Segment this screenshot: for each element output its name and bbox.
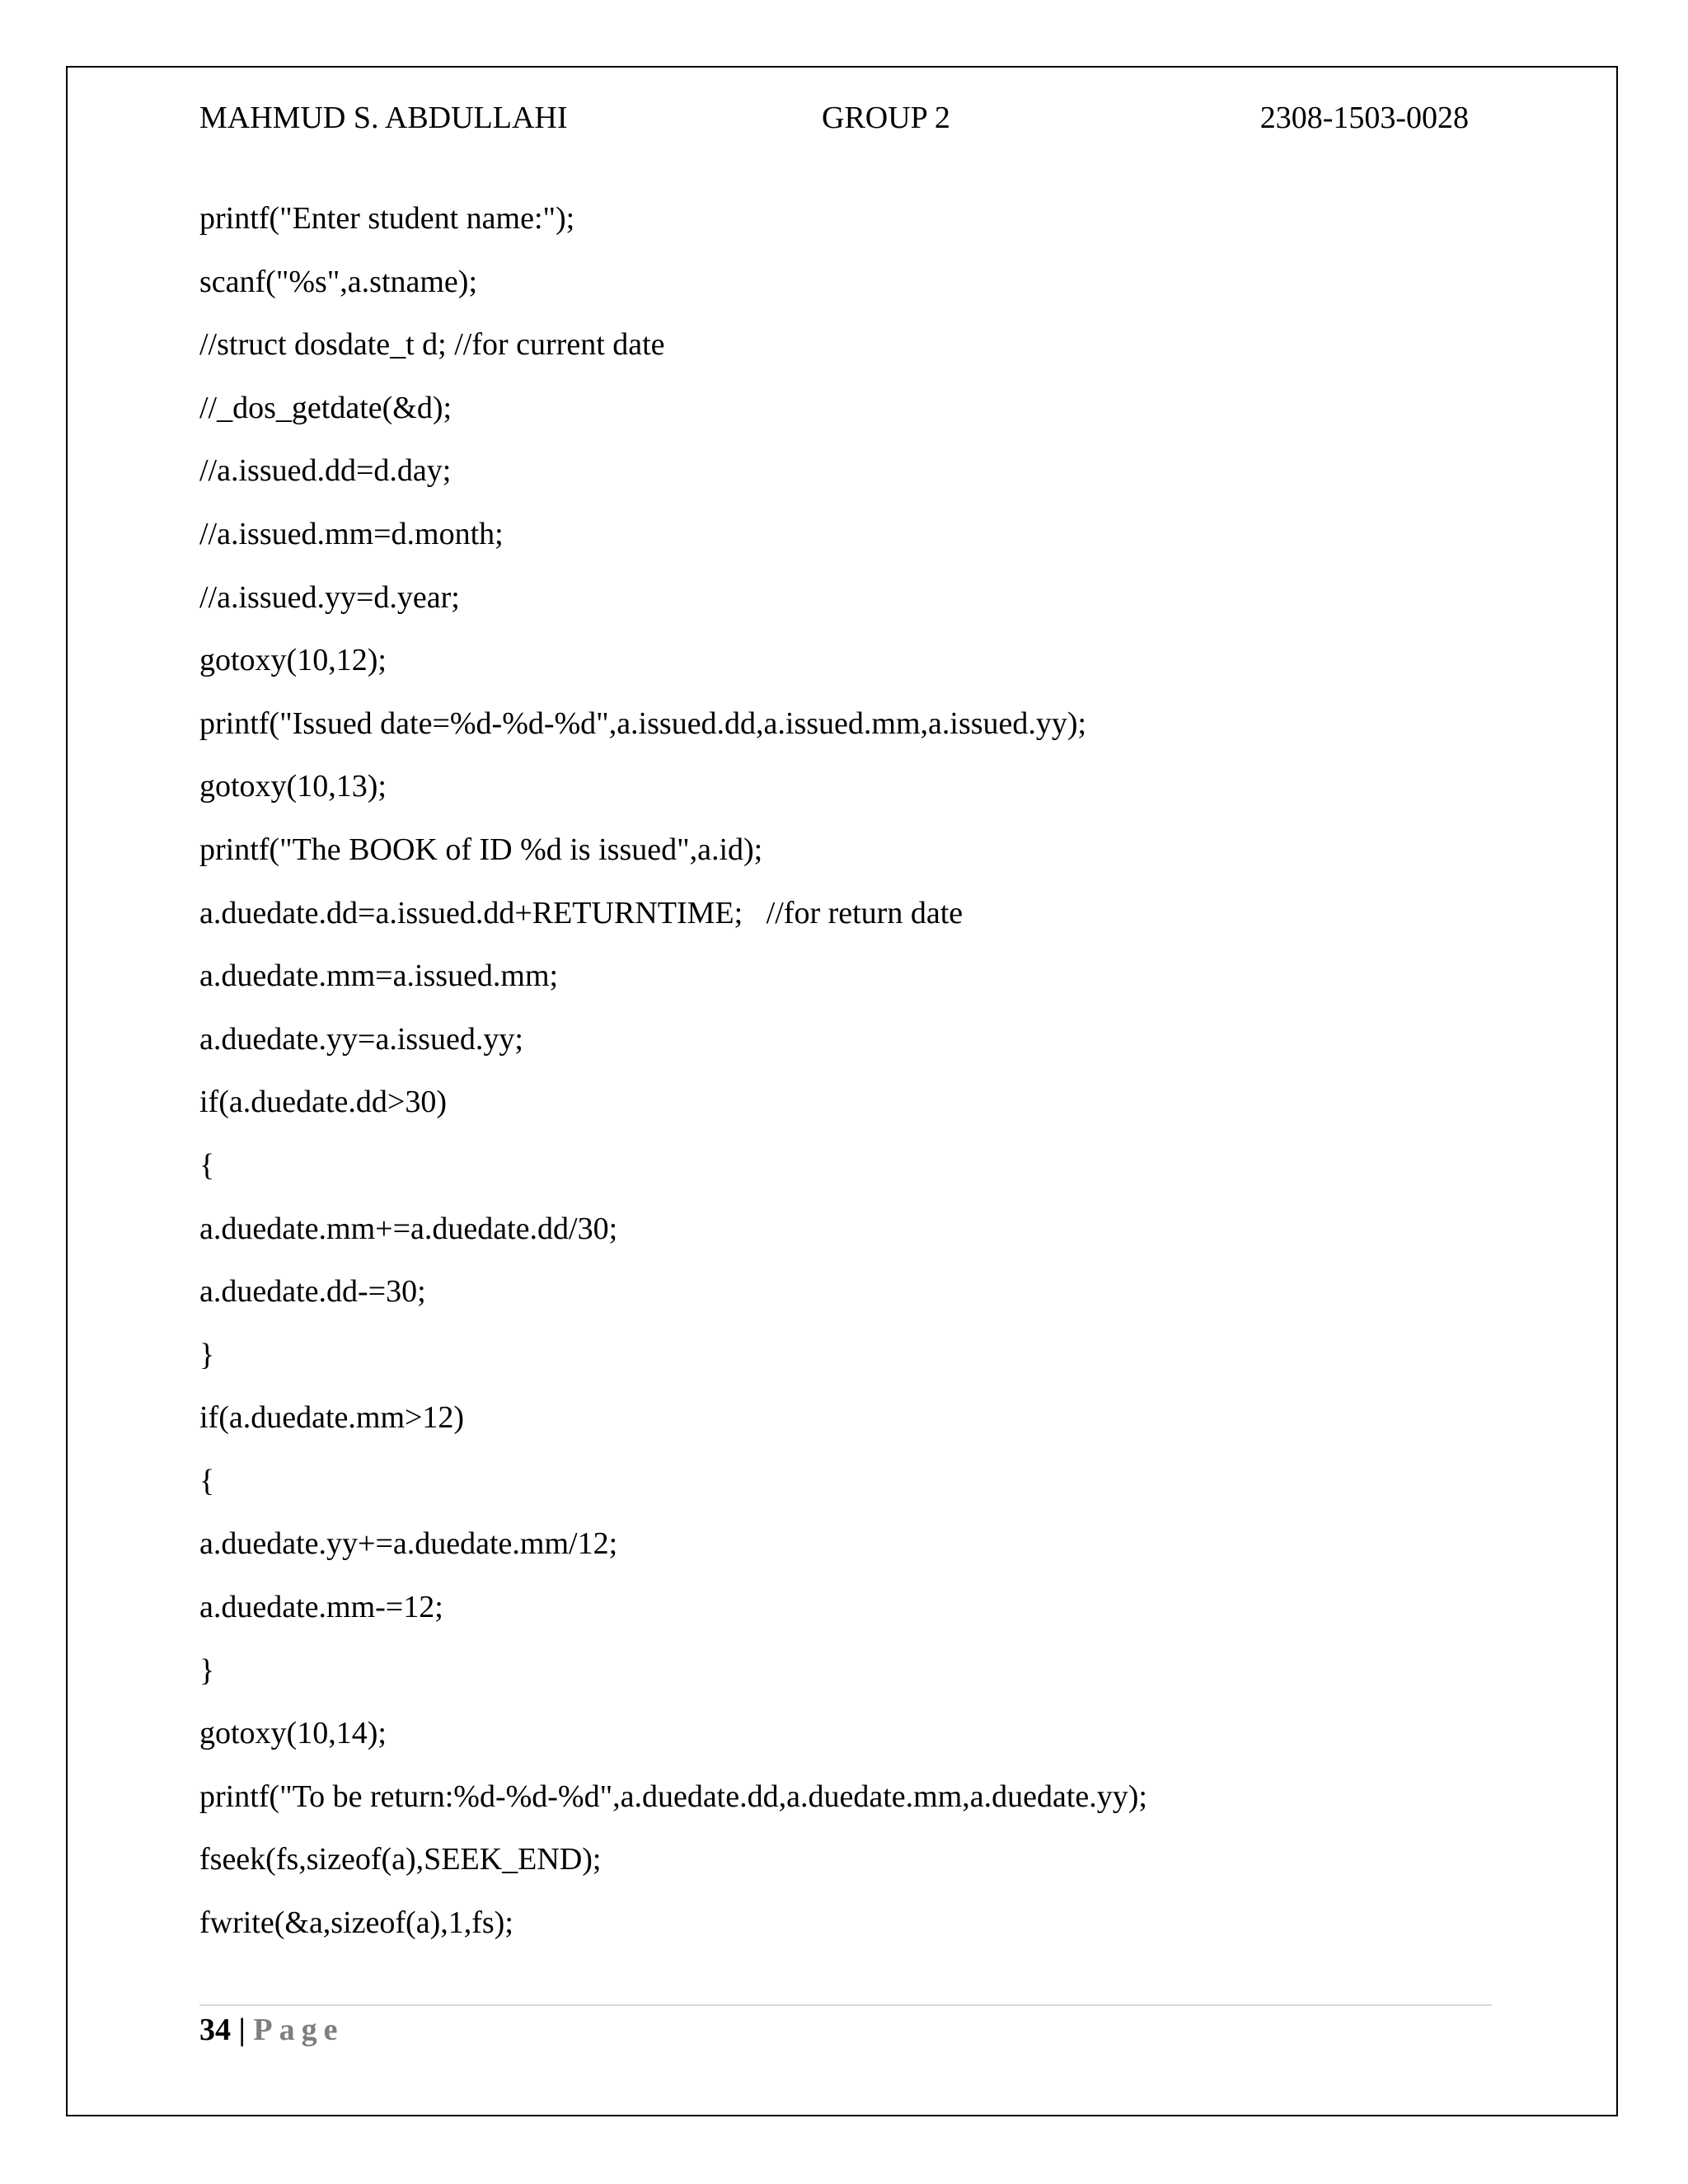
code-line: a.duedate.dd=a.issued.dd+RETURNTIME; //for return date xyxy=(199,895,964,930)
code-line: fseek(fs,sizeof(a),SEEK_END); xyxy=(199,1842,602,1877)
code-line: printf("Issued date=%d-%d-%d",a.issued.dd,a.issued.mm,a.issued.yy); xyxy=(199,705,1087,741)
page-header xyxy=(199,97,1469,138)
page-label: Page xyxy=(253,2013,345,2047)
code-line: gotoxy(10,12); xyxy=(199,643,387,678)
code-line: a.duedate.mm-=12; xyxy=(199,1590,443,1625)
code-line: //_dos_getdate(&d); xyxy=(199,390,452,425)
code-line: printf("Enter student name:"); xyxy=(199,201,575,236)
code-line: fwrite(&a,sizeof(a),1,fs); xyxy=(199,1905,513,1941)
code-line: //a.issued.mm=d.month; xyxy=(199,516,504,551)
code-line: { xyxy=(199,1463,215,1498)
code-line: } xyxy=(199,1652,215,1688)
code-line: if(a.duedate.mm>12) xyxy=(199,1400,465,1436)
code-line: a.duedate.yy=a.issued.yy; xyxy=(199,1021,523,1057)
header-author: MAHMUD S. ABDULLAHI xyxy=(199,101,568,135)
footer-divider xyxy=(199,2004,1492,2006)
code-line: a.duedate.mm+=a.duedate.dd/30; xyxy=(199,1211,618,1246)
code-line: //a.issued.dd=d.day; xyxy=(199,453,452,489)
code-line: a.duedate.yy+=a.duedate.mm/12; xyxy=(199,1526,618,1562)
code-line: if(a.duedate.dd>30) xyxy=(199,1085,447,1120)
header-group: GROUP 2 xyxy=(822,101,950,135)
code-line: //struct dosdate_t d; //for current date xyxy=(199,327,665,363)
page-number: 34 xyxy=(199,2013,231,2047)
code-line: //a.issued.yy=d.year; xyxy=(199,579,460,615)
code-line: a.duedate.dd-=30; xyxy=(199,1274,426,1310)
footer-separator: | xyxy=(231,2013,254,2047)
page-footer xyxy=(199,2009,344,2050)
code-line: scanf("%s",a.stname); xyxy=(199,264,478,299)
code-line: a.duedate.mm=a.issued.mm; xyxy=(199,958,559,994)
code-line: printf("The BOOK of ID %d is issued",a.id); xyxy=(199,832,763,867)
code-line: { xyxy=(199,1147,215,1183)
code-line: printf("To be return:%d-%d-%d",a.duedate.dd,a.duedate.mm,a.duedate.yy); xyxy=(199,1779,1147,1814)
code-line: gotoxy(10,14); xyxy=(199,1716,387,1751)
header-id-number: 2308-1503-0028 xyxy=(1259,101,1469,135)
code-listing xyxy=(199,198,1502,1966)
code-line: gotoxy(10,13); xyxy=(199,769,387,804)
code-line: } xyxy=(199,1337,215,1372)
